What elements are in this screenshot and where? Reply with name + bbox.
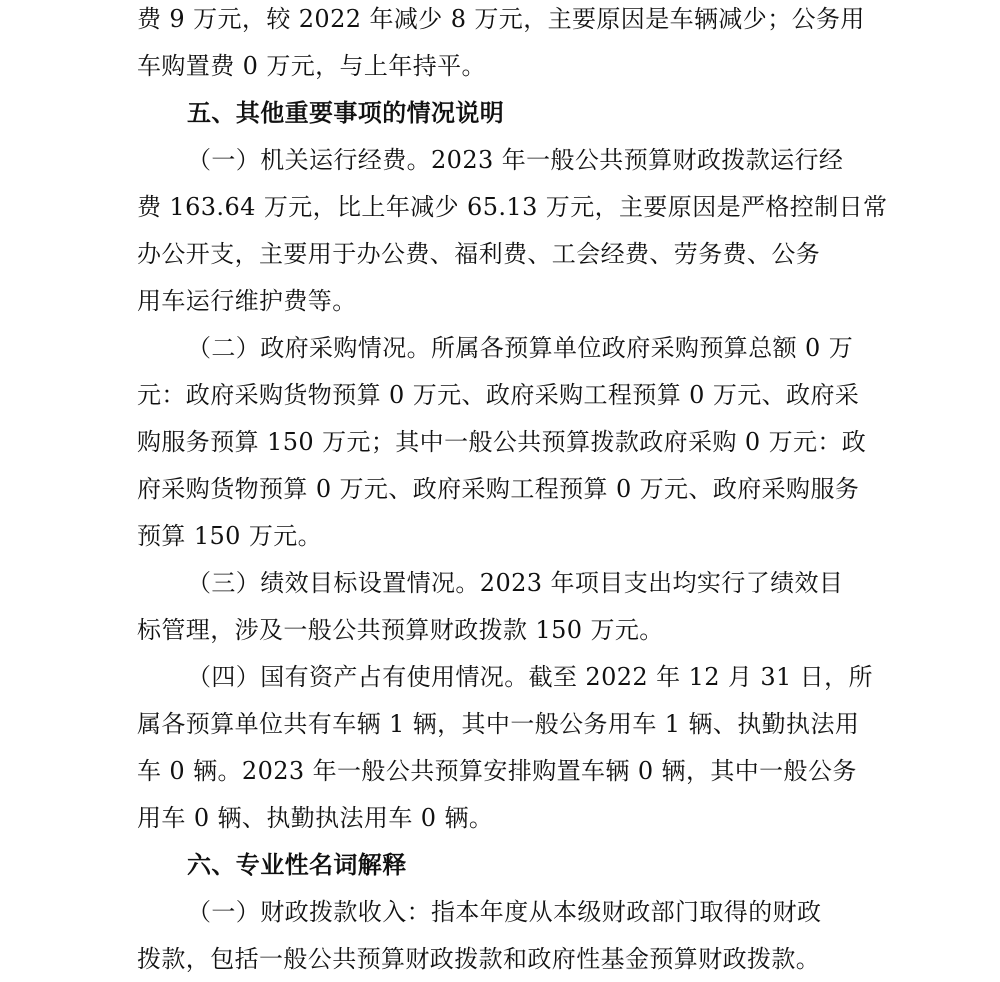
- text-line-5: 费 163.64 万元，比上年减少 65.13 万元，主要原因是严格控制日常: [137, 193, 888, 221]
- text-line-1: 费 9 万元，较 2022 年减少 8 万元，主要原因是车辆减少；公务用: [137, 5, 865, 33]
- section-heading-5: 五、其他重要事项的情况说明: [187, 98, 505, 127]
- text-line-10: 购服务预算 150 万元；其中一般公共预算拨款政府采购 0 万元：政: [137, 428, 867, 456]
- text-line-16: 属各预算单位共有车辆 1 辆，其中一般公务用车 1 辆、执勤执法用: [137, 710, 860, 738]
- text-line-11: 府采购货物预算 0 万元、政府采购工程预算 0 万元、政府采购服务: [137, 475, 860, 503]
- text-line-2: 车购置费 0 万元，与上年持平。: [137, 52, 486, 80]
- text-line-20: （一）财政拨款收入：指本年度从本级财政部门取得的财政: [187, 898, 822, 926]
- text-line-14: 标管理，涉及一般公共预算财政拨款 150 万元。: [137, 616, 664, 644]
- text-line-18: 用车 0 辆、执勤执法用车 0 辆。: [137, 804, 494, 832]
- text-line-13: （三）绩效目标设置情况。2023 年项目支出均实行了绩效目: [187, 569, 844, 597]
- text-line-21: 拨款，包括一般公共预算财政拨款和政府性基金预算财政拨款。: [137, 945, 821, 973]
- text-line-6: 办公开支，主要用于办公费、福利费、工会经费、劳务费、公务: [137, 240, 821, 268]
- text-line-9: 元：政府采购货物预算 0 万元、政府采购工程预算 0 万元、政府采: [137, 381, 860, 409]
- text-line-8: （二）政府采购情况。所属各预算单位政府采购预算总额 0 万: [187, 334, 854, 362]
- section-heading-6: 六、专业性名词解释: [187, 850, 407, 879]
- text-line-4: （一）机关运行经费。2023 年一般公共预算财政拨款运行经: [187, 146, 844, 174]
- text-line-17: 车 0 辆。2023 年一般公共预算安排购置车辆 0 辆，其中一般公务: [137, 757, 857, 785]
- text-line-15: （四）国有资产占有使用情况。截至 2022 年 12 月 31 日，所: [187, 663, 873, 691]
- text-line-7: 用车运行维护费等。: [137, 287, 357, 315]
- text-line-12: 预算 150 万元。: [137, 522, 323, 550]
